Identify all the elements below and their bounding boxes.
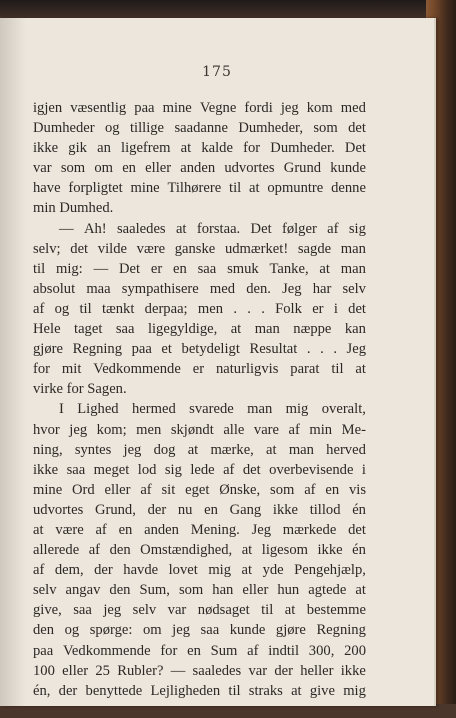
text-line: have forpligtet mine Tilhørere til at opmuntre denne <box>33 180 366 197</box>
text-line: Hele taget saa ligegyldige, at man næppe kan <box>33 321 366 338</box>
text-line: allerede af den Omstændighed, at ligesom ikke én <box>33 542 366 559</box>
text-line: gjøre Regning paa et betydeligt Resultat . . . Jeg <box>33 341 366 358</box>
text-line: ikke saa meget lod sig lede af det overbevisende i <box>33 461 366 478</box>
spine-shadow <box>0 18 26 706</box>
page-number: 175 <box>202 64 232 80</box>
text-line: 100 eller 25 Rubler? — saaledes var der heller ikke <box>33 662 366 679</box>
body-text <box>33 98 366 701</box>
text-line: igjen væsentlig paa mine Vegne fordi jeg kom med <box>33 100 366 116</box>
book-page <box>0 18 436 706</box>
text-line: — Ah! saaledes at forstaa. Det følger af sig <box>59 220 366 237</box>
text-line: den og spørge: om jeg saa kunde gjøre Regning <box>33 622 366 639</box>
text-line: selv angav den Sum, som han eller hun agtede at <box>33 582 366 599</box>
background-bottom <box>0 704 456 718</box>
text-line: Dumheder og tillige saadanne Dumheder, som det <box>33 120 366 137</box>
text-line: var som om en eller anden udvortes Grund kunde <box>33 160 366 177</box>
text-line: ikke gik an ligefrem at kalde for Dumheder. Det <box>33 140 366 157</box>
text-line: absolut maa sympathisere med den. Jeg har selv <box>33 280 366 297</box>
text-line: min Dumhed. <box>33 200 114 217</box>
text-line: hvor jeg kom; men skjøndt alle vare af min Me- <box>33 421 366 438</box>
text-line: paa Vedkommende for en Sum af indtil 300, 200 <box>33 642 366 659</box>
text-line: af dem, der havde lovet mig at yde Pengehjælp, <box>33 562 366 579</box>
text-line: én, der benyttede Lejligheden til straks at give mig <box>33 682 366 699</box>
text-line: I Lighed hermed svarede man mig overalt, <box>59 401 366 418</box>
text-line: virke for Sagen. <box>33 381 127 398</box>
text-line: give, saa jeg selv var nødsaget til at bestemme <box>33 602 366 619</box>
text-line: til mig: — Det er en saa smuk Tanke, at man <box>33 260 366 277</box>
text-line: for mit Vedkommende er naturligvis parat til at <box>33 361 366 378</box>
text-line: udvortes Grund, der nu en Gang ikke tillod én <box>33 501 366 518</box>
text-line: selv; det vilde være ganske udmærket! sagde man <box>33 240 366 257</box>
text-line: ning, syntes jeg dog at mærke, at man herved <box>33 441 366 458</box>
text-line: af og til tænkt derpaa; men . . . Folk er i det <box>33 300 366 317</box>
text-line: at være af en anden Mening. Jeg mærkede det <box>33 521 366 538</box>
text-line: mine Ord eller af sit eget Ønske, som af en vis <box>33 481 366 498</box>
